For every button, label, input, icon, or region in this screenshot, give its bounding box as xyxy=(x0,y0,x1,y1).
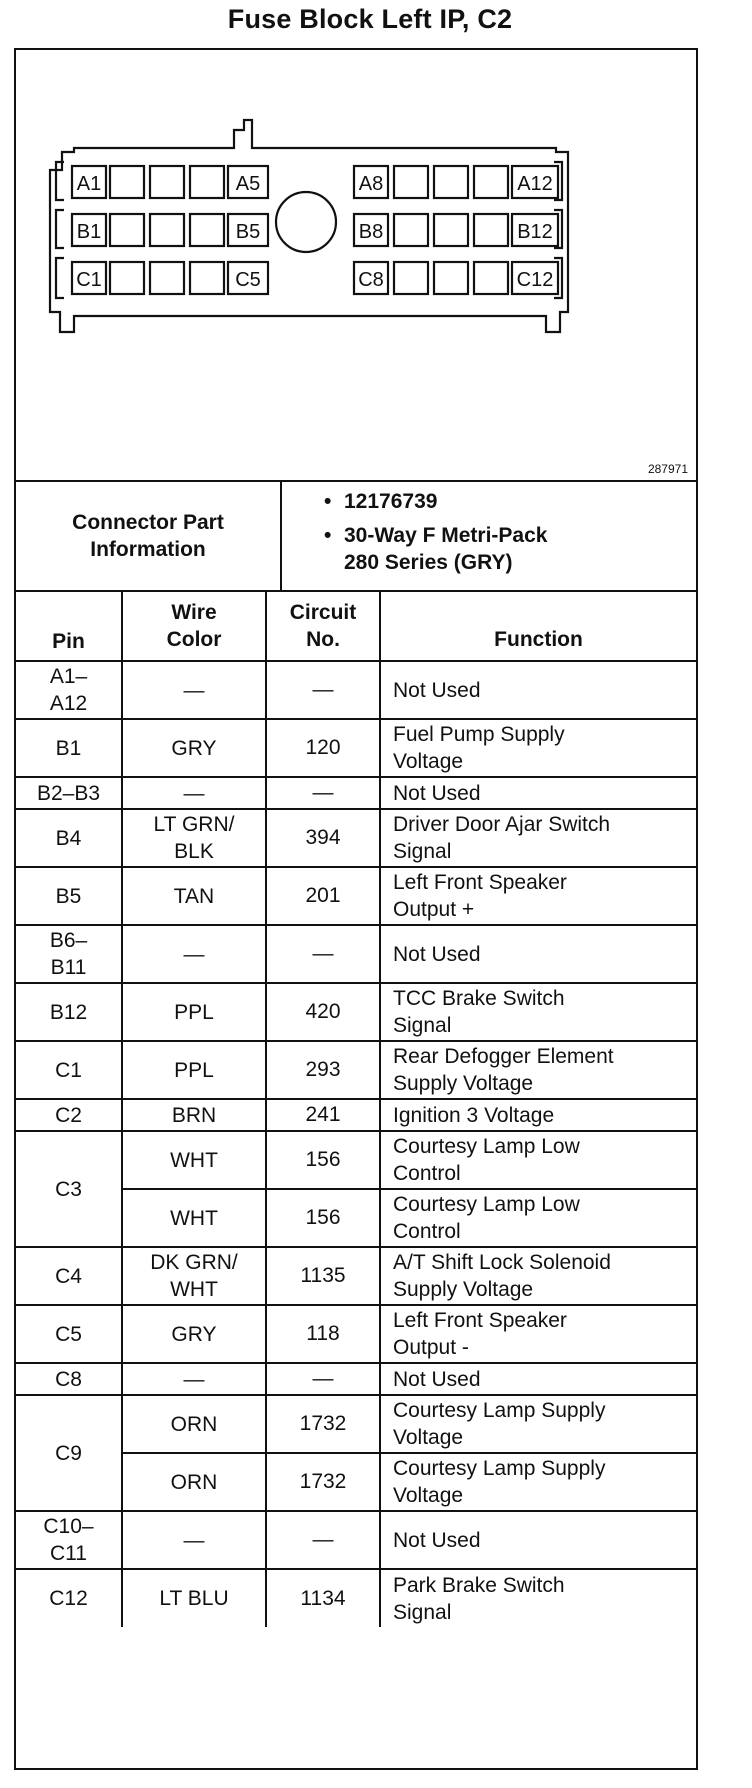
pin-line: C3 xyxy=(55,1177,82,1201)
table-row xyxy=(16,983,696,1041)
svg-text:C8: C8 xyxy=(358,269,384,291)
cavity-b8 xyxy=(354,214,388,246)
function-line: Not Used xyxy=(393,781,481,805)
function-cell xyxy=(380,1395,696,1453)
wire-color-line: — xyxy=(183,1528,205,1552)
circuit-no-cell: 241 xyxy=(266,1099,380,1131)
cavity xyxy=(474,214,508,246)
svg-text:A12: A12 xyxy=(517,173,553,195)
table-row xyxy=(16,809,696,867)
pin-cell xyxy=(16,1099,122,1131)
cavity xyxy=(474,262,508,294)
wire-color-cell xyxy=(122,1363,266,1395)
wire-color-cell xyxy=(122,1305,266,1363)
header-function: Function xyxy=(380,592,696,661)
part-number: 12176739 xyxy=(344,490,438,513)
function-line: Supply Voltage xyxy=(393,1278,534,1301)
function-line: Signal xyxy=(393,840,452,863)
table-row xyxy=(16,1511,696,1569)
pin-line: A12 xyxy=(49,692,88,715)
cavity xyxy=(150,166,184,198)
function-line: Fuel Pump Supply xyxy=(393,723,565,746)
svg-text:B5: B5 xyxy=(235,221,261,243)
function-line: Left Front Speaker xyxy=(393,871,567,894)
circuit-no-cell: 201 xyxy=(266,867,380,925)
header-pin: Pin xyxy=(16,592,122,661)
function-cell xyxy=(380,809,696,867)
pinout-table-body xyxy=(16,661,696,1627)
svg-text:C12: C12 xyxy=(516,269,554,291)
cavity xyxy=(190,262,224,294)
cavity xyxy=(150,214,184,246)
connector-document xyxy=(14,48,698,1770)
pin-cell xyxy=(16,1395,122,1511)
table-row xyxy=(16,925,696,983)
function-cell xyxy=(380,867,696,925)
pin-line: B11 xyxy=(50,956,87,979)
circuit-no-cell: — xyxy=(266,1511,380,1569)
pin-line: B4 xyxy=(55,826,82,850)
table-header-row xyxy=(16,592,696,661)
cavity xyxy=(190,166,224,198)
wire-color-cell xyxy=(122,1511,266,1569)
pin-line: B2–B3 xyxy=(36,781,101,805)
connector-shell xyxy=(50,120,568,332)
function-cell xyxy=(380,1363,696,1395)
cavity xyxy=(434,262,468,294)
function-cell xyxy=(380,1041,696,1099)
function-line: Courtesy Lamp Supply xyxy=(393,1399,606,1422)
pin-line: A1– xyxy=(49,665,88,688)
function-line: Not Used xyxy=(393,942,481,966)
header-wire-line1: Wire xyxy=(171,601,217,624)
cavity xyxy=(110,262,144,294)
circuit-no-cell: — xyxy=(266,1363,380,1395)
circuit-no-cell: 1732 xyxy=(266,1395,380,1453)
pin-cell xyxy=(16,925,122,983)
wire-color-line: LT BLU xyxy=(159,1587,229,1610)
pin-line: C8 xyxy=(55,1367,82,1391)
table-row xyxy=(16,1099,696,1131)
circuit-no-cell: 293 xyxy=(266,1041,380,1099)
row-bracket xyxy=(56,210,64,248)
cavity xyxy=(190,214,224,246)
part-info-label xyxy=(16,482,282,590)
circuit-no-cell: 1134 xyxy=(266,1569,380,1627)
function-line: Signal xyxy=(393,1014,452,1037)
function-cell xyxy=(380,983,696,1041)
pin-line: C9 xyxy=(55,1441,82,1465)
pin-cell xyxy=(16,661,122,719)
circuit-no-cell: 420 xyxy=(266,983,380,1041)
table-row xyxy=(16,1363,696,1395)
wire-color-line: DK GRN/ xyxy=(150,1251,238,1274)
wire-color-cell xyxy=(122,1131,266,1189)
function-cell xyxy=(380,661,696,719)
connector-cavities xyxy=(72,166,558,294)
bullet-icon: • xyxy=(324,524,332,547)
pin-cell xyxy=(16,1247,122,1305)
pin-line: B6– xyxy=(49,929,88,952)
function-cell xyxy=(380,1305,696,1363)
cavity-c12 xyxy=(512,262,558,294)
pin-line: B5 xyxy=(55,884,82,908)
cavity xyxy=(394,214,428,246)
wire-color-cell xyxy=(122,1453,266,1511)
wire-color-line: TAN xyxy=(173,884,215,908)
wire-color-cell xyxy=(122,1247,266,1305)
cavity-b5 xyxy=(228,214,268,246)
circuit-no-cell: — xyxy=(266,925,380,983)
cavity xyxy=(434,214,468,246)
wire-color-line: PPL xyxy=(174,1000,214,1024)
cavity-b12 xyxy=(512,214,558,246)
table-row xyxy=(16,1041,696,1099)
function-line: Voltage xyxy=(393,1426,464,1449)
wire-color-cell xyxy=(122,777,266,809)
wire-color-cell xyxy=(122,809,266,867)
cavity-a1 xyxy=(72,166,106,198)
wire-color-line: — xyxy=(183,781,205,805)
table-row xyxy=(16,719,696,777)
cavity xyxy=(394,262,428,294)
svg-text:B1: B1 xyxy=(76,221,102,243)
svg-text:A8: A8 xyxy=(358,173,384,195)
function-line: Not Used xyxy=(393,1528,481,1552)
cavity-c8 xyxy=(354,262,388,294)
circuit-no-cell: 118 xyxy=(266,1305,380,1363)
wire-color-line: — xyxy=(183,678,205,702)
pin-cell xyxy=(16,1511,122,1569)
function-line: TCC Brake Switch xyxy=(393,987,565,1010)
wire-color-cell xyxy=(122,1041,266,1099)
wire-color-cell xyxy=(122,661,266,719)
svg-text:A5: A5 xyxy=(235,173,261,195)
wire-color-line: — xyxy=(183,1367,205,1391)
part-info-label-line1: Connector Part xyxy=(72,511,224,534)
bullet-icon: • xyxy=(324,490,332,513)
pin-cell xyxy=(16,1363,122,1395)
table-row xyxy=(16,1305,696,1363)
wire-color-cell xyxy=(122,867,266,925)
wire-color-cell xyxy=(122,1569,266,1627)
svg-text:C1: C1 xyxy=(76,269,102,291)
function-cell xyxy=(380,1099,696,1131)
wire-color-line: WHT xyxy=(170,1206,218,1230)
function-line: Output - xyxy=(393,1336,469,1359)
pin-line: C11 xyxy=(50,1542,87,1565)
wire-color-line: ORN xyxy=(170,1412,218,1436)
pin-cell xyxy=(16,809,122,867)
cavity-a5 xyxy=(228,166,268,198)
part-info-values xyxy=(282,482,696,590)
circuit-no-cell: 156 xyxy=(266,1131,380,1189)
function-line: Not Used xyxy=(393,1367,481,1391)
pin-line: C4 xyxy=(55,1264,82,1288)
row-bracket xyxy=(56,258,64,298)
connector-diagram xyxy=(16,50,696,482)
pin-line: C5 xyxy=(55,1322,82,1346)
cavity xyxy=(150,262,184,294)
function-cell xyxy=(380,1131,696,1189)
wire-color-line: GRY xyxy=(171,1322,217,1346)
circuit-no-cell: — xyxy=(266,661,380,719)
connector-outline xyxy=(50,120,568,332)
circuit-no-cell: — xyxy=(266,777,380,809)
pin-line: C2 xyxy=(55,1103,82,1127)
pin-line: B1 xyxy=(55,736,82,760)
cavity xyxy=(434,166,468,198)
cavity xyxy=(110,214,144,246)
pin-cell xyxy=(16,777,122,809)
pin-line: B12 xyxy=(49,1000,88,1024)
table-row xyxy=(16,1247,696,1305)
wire-color-line: WHT xyxy=(170,1148,218,1172)
wire-color-line: BRN xyxy=(171,1103,217,1127)
function-line: Not Used xyxy=(393,678,481,702)
wire-color-line: — xyxy=(183,942,205,966)
function-line: Rear Defogger Element xyxy=(393,1045,614,1068)
function-line: Voltage xyxy=(393,1484,464,1507)
wire-color-line: GRY xyxy=(171,736,217,760)
connector-part-info xyxy=(16,482,696,592)
wire-color-cell xyxy=(122,983,266,1041)
cavity-c5 xyxy=(228,262,268,294)
pin-cell xyxy=(16,1569,122,1627)
wire-color-line: BLK xyxy=(174,840,214,863)
wire-color-line: ORN xyxy=(170,1470,218,1494)
header-circuit-no xyxy=(266,592,380,661)
function-cell xyxy=(380,1569,696,1627)
pin-cell xyxy=(16,867,122,925)
function-cell xyxy=(380,925,696,983)
connector-description-line2: 280 Series (GRY) xyxy=(344,551,513,574)
svg-text:B8: B8 xyxy=(358,221,384,243)
cavity-b1 xyxy=(72,214,106,246)
function-cell xyxy=(380,1453,696,1511)
function-line: Ignition 3 Voltage xyxy=(393,1103,555,1127)
function-line: Left Front Speaker xyxy=(393,1309,567,1332)
cavity xyxy=(474,166,508,198)
pin-line: C10– xyxy=(43,1515,94,1538)
function-line: Driver Door Ajar Switch xyxy=(393,813,611,836)
wire-color-cell xyxy=(122,1189,266,1247)
pin-line: C1 xyxy=(55,1058,82,1082)
cavity xyxy=(110,166,144,198)
circuit-no-cell: 156 xyxy=(266,1189,380,1247)
header-wire-line2: Color xyxy=(166,628,222,651)
pin-line: C12 xyxy=(49,1587,88,1610)
table-row xyxy=(16,1131,696,1189)
function-line: Control xyxy=(393,1220,461,1243)
wire-color-cell xyxy=(122,1395,266,1453)
wire-color-cell xyxy=(122,925,266,983)
pinout-table xyxy=(16,592,696,1627)
table-row xyxy=(16,777,696,809)
function-line: Control xyxy=(393,1162,461,1185)
svg-text:A1: A1 xyxy=(76,173,102,195)
function-line: Supply Voltage xyxy=(393,1072,534,1095)
wire-color-cell xyxy=(122,1099,266,1131)
function-cell xyxy=(380,777,696,809)
circuit-no-cell: 120 xyxy=(266,719,380,777)
pin-cell xyxy=(16,1305,122,1363)
wire-color-line: LT GRN/ xyxy=(153,813,235,836)
wire-color-line: PPL xyxy=(174,1058,214,1082)
function-line: Output + xyxy=(393,898,475,921)
connector-description-line1: 30-Way F Metri-Pack xyxy=(344,524,548,547)
table-row xyxy=(16,1569,696,1627)
header-circuit-line1: Circuit xyxy=(289,601,357,624)
wire-color-line: WHT xyxy=(170,1278,218,1301)
function-cell xyxy=(380,1511,696,1569)
pin-cell xyxy=(16,719,122,777)
circuit-no-cell: 1135 xyxy=(266,1247,380,1305)
function-line: Courtesy Lamp Supply xyxy=(393,1457,606,1480)
wire-color-cell xyxy=(122,719,266,777)
cavity-a12 xyxy=(512,166,558,198)
circuit-no-cell: 1732 xyxy=(266,1453,380,1511)
function-line: Courtesy Lamp Low xyxy=(393,1135,580,1158)
part-info-label-line2: Information xyxy=(90,538,206,561)
pin-cell xyxy=(16,1041,122,1099)
function-cell xyxy=(380,1189,696,1247)
svg-text:C5: C5 xyxy=(235,269,261,291)
pin-cell xyxy=(16,983,122,1041)
cavity-c1 xyxy=(72,262,106,294)
circuit-no-cell: 394 xyxy=(266,809,380,867)
header-circuit-line2: No. xyxy=(306,628,340,651)
function-line: A/T Shift Lock Solenoid xyxy=(393,1251,611,1274)
page-title: Fuse Block Left IP, C2 xyxy=(227,4,513,34)
figure-number: 287971 xyxy=(647,462,688,476)
pin-cell xyxy=(16,1131,122,1247)
function-line: Voltage xyxy=(393,750,464,773)
locator-circle xyxy=(276,192,336,252)
function-line: Park Brake Switch xyxy=(393,1573,565,1597)
svg-text:B12: B12 xyxy=(517,221,553,243)
function-cell xyxy=(380,1247,696,1305)
cavity xyxy=(394,166,428,198)
function-line: Courtesy Lamp Low xyxy=(393,1193,580,1216)
table-row xyxy=(16,1395,696,1453)
table-row xyxy=(16,867,696,925)
header-wire-color xyxy=(122,592,266,661)
connector-face-drawing xyxy=(16,50,696,480)
table-row xyxy=(16,661,696,719)
function-cell xyxy=(380,719,696,777)
cavity-a8 xyxy=(354,166,388,198)
function-line: Signal xyxy=(393,1600,452,1624)
